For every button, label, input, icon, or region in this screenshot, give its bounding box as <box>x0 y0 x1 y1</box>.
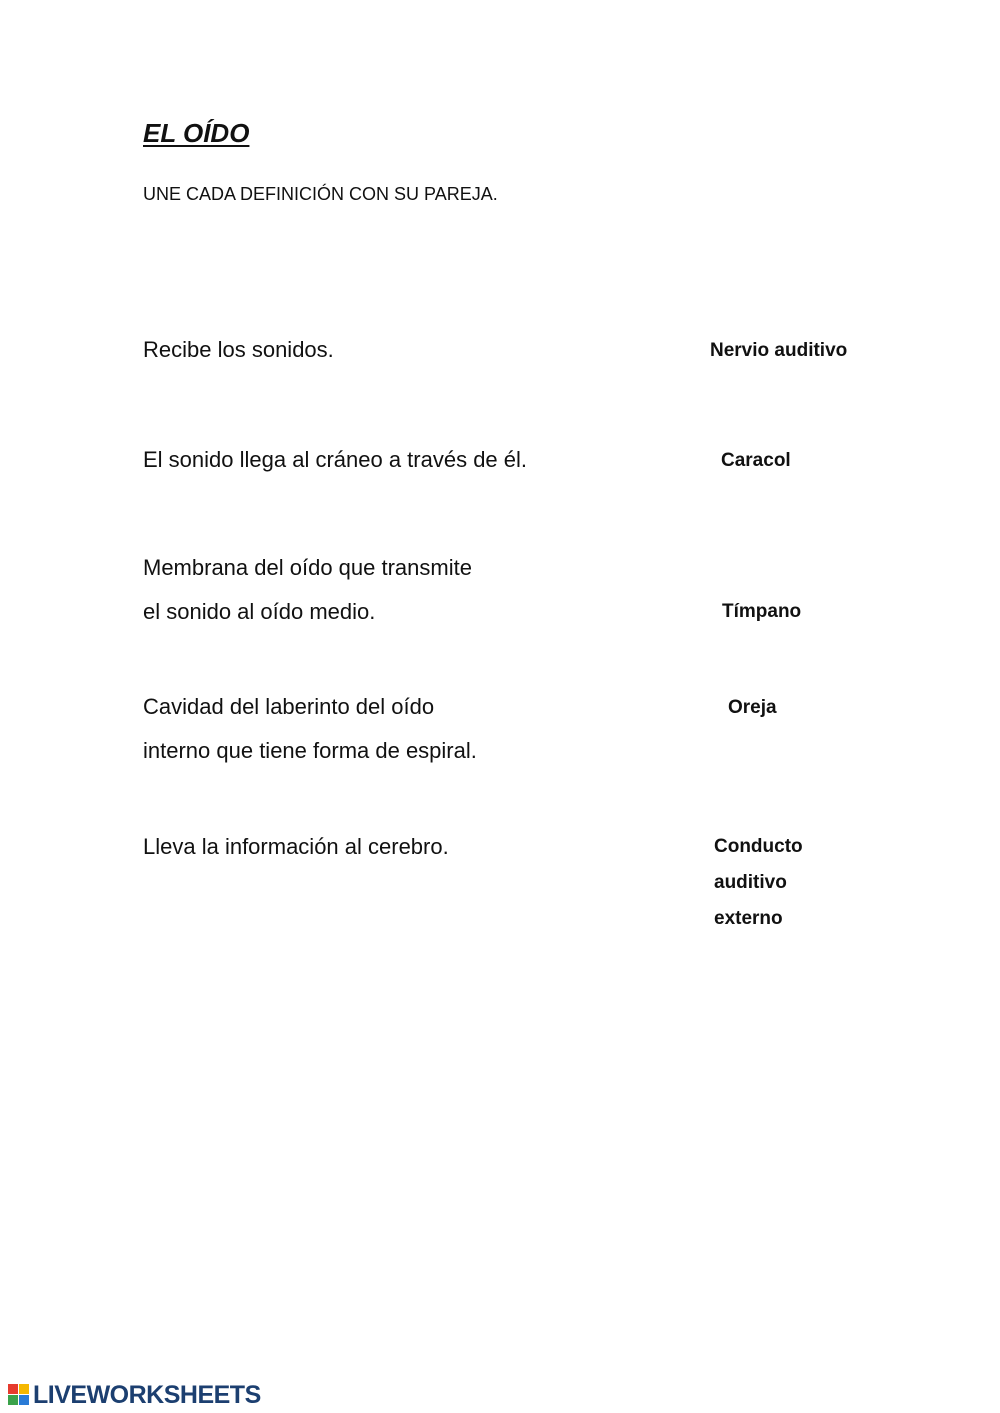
term-caracol[interactable] <box>721 443 791 479</box>
worksheet-instructions: UNE CADA DEFINICIÓN CON SU PAREJA. <box>143 184 498 204</box>
term-oreja[interactable] <box>728 690 777 726</box>
term-line: Nervio auditivo <box>710 340 848 361</box>
term-line: externo <box>714 908 783 929</box>
term-line: Conducto <box>714 836 803 857</box>
logo-square <box>19 1395 29 1405</box>
definition-line: Membrana del oído que transmite <box>143 555 472 580</box>
liveworksheets-brand <box>8 1380 261 1410</box>
definition-line: Recibe los sonidos. <box>143 337 334 362</box>
term-line: Oreja <box>728 697 777 718</box>
definition-line: interno que tiene forma de espiral. <box>143 738 477 763</box>
definition-2 <box>143 438 527 482</box>
term-conducto-auditivo-externo[interactable] <box>714 829 803 937</box>
definition-4 <box>143 685 477 773</box>
definition-line: El sonido llega al cráneo a través de él. <box>143 447 528 472</box>
term-line: auditivo <box>714 872 787 893</box>
definition-line: Cavidad del laberinto del oído <box>143 694 435 719</box>
term-line: Tímpano <box>722 601 802 622</box>
term-nervio-auditivo[interactable] <box>710 333 847 369</box>
definition-line: Lleva la información al cerebro. <box>143 834 449 859</box>
definition-3 <box>143 546 472 634</box>
definition-1 <box>143 328 334 372</box>
term-timpano[interactable] <box>722 594 801 630</box>
brand-name: LIVEWORKSHEETS <box>33 1380 261 1409</box>
liveworksheets-logo-icon <box>8 1384 30 1406</box>
term-line: Caracol <box>721 450 791 471</box>
logo-square <box>8 1384 18 1394</box>
definition-line: el sonido al oído medio. <box>143 599 376 624</box>
logo-square <box>19 1384 29 1394</box>
definition-5 <box>143 825 449 869</box>
worksheet-title: EL OÍDO <box>143 118 250 148</box>
logo-square <box>8 1395 18 1405</box>
